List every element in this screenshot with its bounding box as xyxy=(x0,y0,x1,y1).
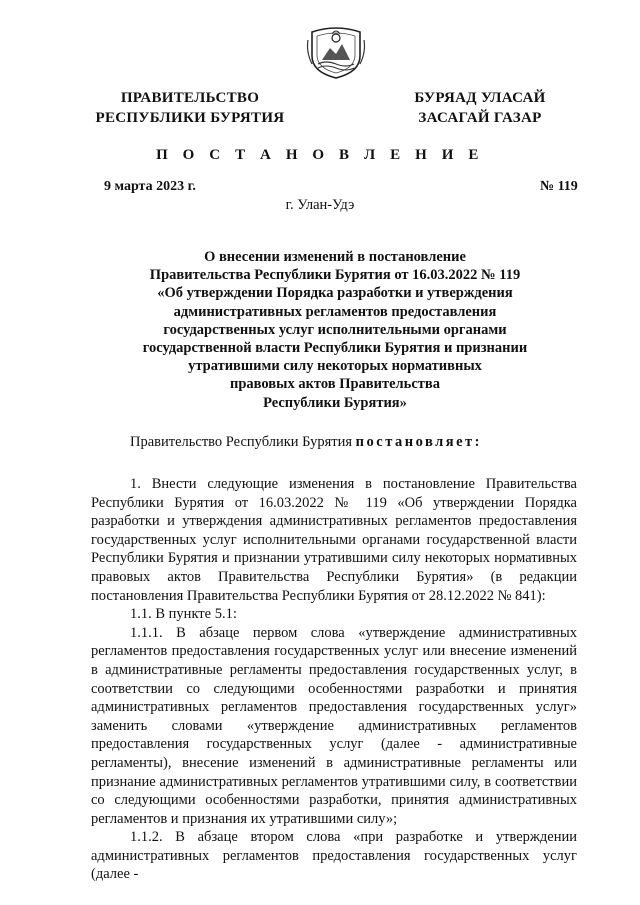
document-city: г. Улан-Удэ xyxy=(285,197,355,213)
resolution-clause xyxy=(130,434,482,451)
body-paragraph: 1. Внести следующие изменения в постановление Правительства Республики Бурятия от 16.03.2022 № 119 «Об утверждении Порядка разработки и утверждения административных регламентов предоставления государственных услуг исполнительными органами государственной власти Республики Бурятия и признании утратившими силу некоторых нормативных правовых актов Правительства Республики Бурятия» (в редакции постановления Правительства Республики Бурятия от 28.12.2022 № 841): xyxy=(91,476,577,604)
title-line: О внесении изменений в постановление xyxy=(204,249,466,265)
title-line: государственной власти Республики Бурятия и признании xyxy=(142,340,528,357)
header-left-line2: РЕСПУБЛИКИ БУРЯТИЯ xyxy=(95,110,285,126)
body-paragraph: 1.1. В пункте 5.1: xyxy=(130,606,237,623)
document-type: П О С Т А Н О В Л Е Н И Е xyxy=(156,147,484,163)
resolution-prefix: Правительство Республики Бурятия xyxy=(130,434,356,450)
body-paragraph: 1.1.1. В абзаце первом слова «утверждение административных регламентов предоставления государственных услуг или внесение изменений в административные регламенты предоставления государственных услуг, в соответствии со следующими особенностями разработки и принятия административных регламентов предоставления государственных услуг» заменить словами «утверждение административных регламентов предоставления государственных услуг (далее - административные регламенты), внесение изменений в административные регламенты или признание административных регламентов утратившими силу, в соответствии со следующими особенностями разработки, принятия административных регламентов и признания их утратившими силу»; xyxy=(91,624,577,827)
document-number: № 119 xyxy=(540,179,578,194)
header-left-line1: ПРАВИТЕЛЬСТВО xyxy=(120,90,260,106)
resolution-word: постановляет: xyxy=(355,434,483,450)
header-right-line2: ЗАСАГАЙ ГАЗАР xyxy=(418,110,542,126)
title-line: Республики Бурятия» xyxy=(263,394,407,411)
header-right-line1: БУРЯАД УЛАСАЙ xyxy=(414,90,546,106)
title-line: «Об утверждении Порядка разработки и утверждения xyxy=(157,285,513,302)
body-paragraph: 1.1.2. В абзаце втором слова «при разработке и утверждении административных регламентов предоставления государственных услуг (далее - xyxy=(91,829,577,883)
title-line: правовых актов Правительства xyxy=(230,376,440,393)
title-line: утратившими силу некоторых нормативных xyxy=(188,358,482,375)
document-date: 9 марта 2023 г. xyxy=(104,179,196,194)
document-title xyxy=(100,248,570,412)
header-government-ru xyxy=(70,88,310,128)
header-government-bua xyxy=(370,88,590,128)
document-body xyxy=(91,475,577,884)
title-line: Правительства Республики Бурятия от 16.03.2022 № 119 xyxy=(149,267,521,284)
coat-of-arms-icon xyxy=(304,22,368,80)
title-line: государственных услуг исполнительными органами xyxy=(163,321,507,338)
title-line: административных регламентов предоставления xyxy=(173,303,497,320)
